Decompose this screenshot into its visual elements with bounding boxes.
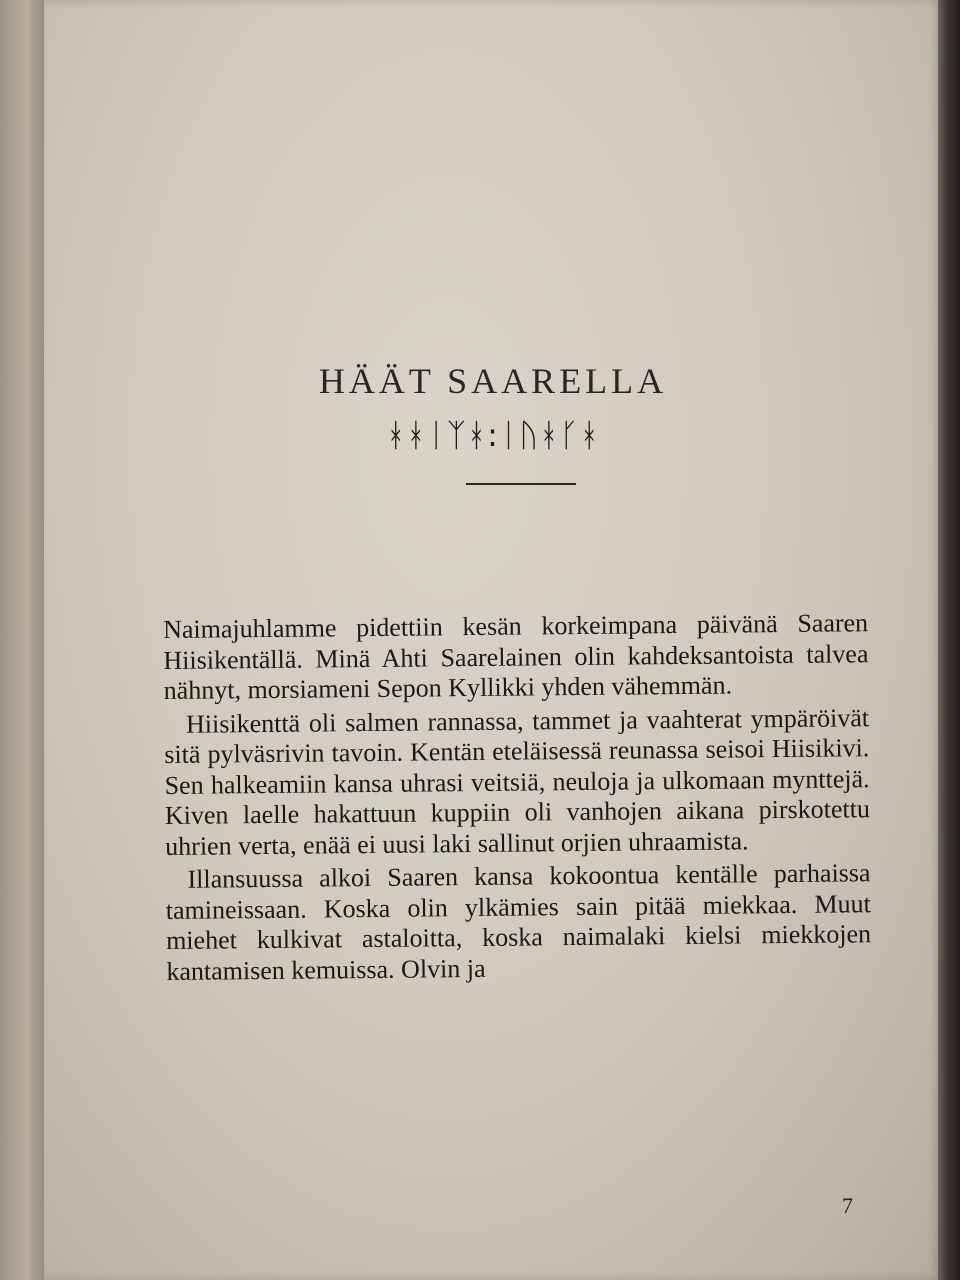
paragraph: Hiisikenttä oli salmen rannassa, tammet ja vaahterat ympäröivät sitä pylväsrivin tavoin. Kentän eteläisessä reunassa seisoi Hiisikivi. Sen halkeamiin kansa uhrasi veitsiä, neuloja ja ulkomaan mynttejä. Kiven laelle hakattuun kuppiin oli vanhojen aikana pirskotettu uhrien verta, enää ei uusi laki sallinut orjien uhraamista.: [164, 702, 871, 861]
chapter-body: [163, 608, 872, 990]
chapter-title: HÄÄT SAARELLA: [318, 361, 668, 401]
paragraph: Illansuussa alkoi Saaren kansa kokoontua kentälle parhaissa tamineissaan. Koska olin ylkämies sain pitää miekkaa. Muut miehet kulkivat astaloitta, koska naimalaki kielsi miekkojen kantamisen kemuissa. Olvin ja: [165, 858, 872, 986]
book-gutter-shadow: [938, 0, 960, 1280]
runic-subtitle: ᚼᚼᛁᛉᚼ:ᛁᚢᚼᚴᚼ: [386, 416, 600, 454]
title-divider: [466, 483, 576, 485]
paragraph: Naimajuhlamme pidettiin kesän korkeimpana päivänä Saaren Hiisikentällä. Minä Ahti Saarelainen olin kahdeksantoista talvea nähnyt, morsiameni Sepon Kyllikki yhden vähemmän.: [163, 608, 869, 705]
book-left-edge: [0, 0, 48, 1280]
page-number: 7: [842, 1193, 853, 1218]
